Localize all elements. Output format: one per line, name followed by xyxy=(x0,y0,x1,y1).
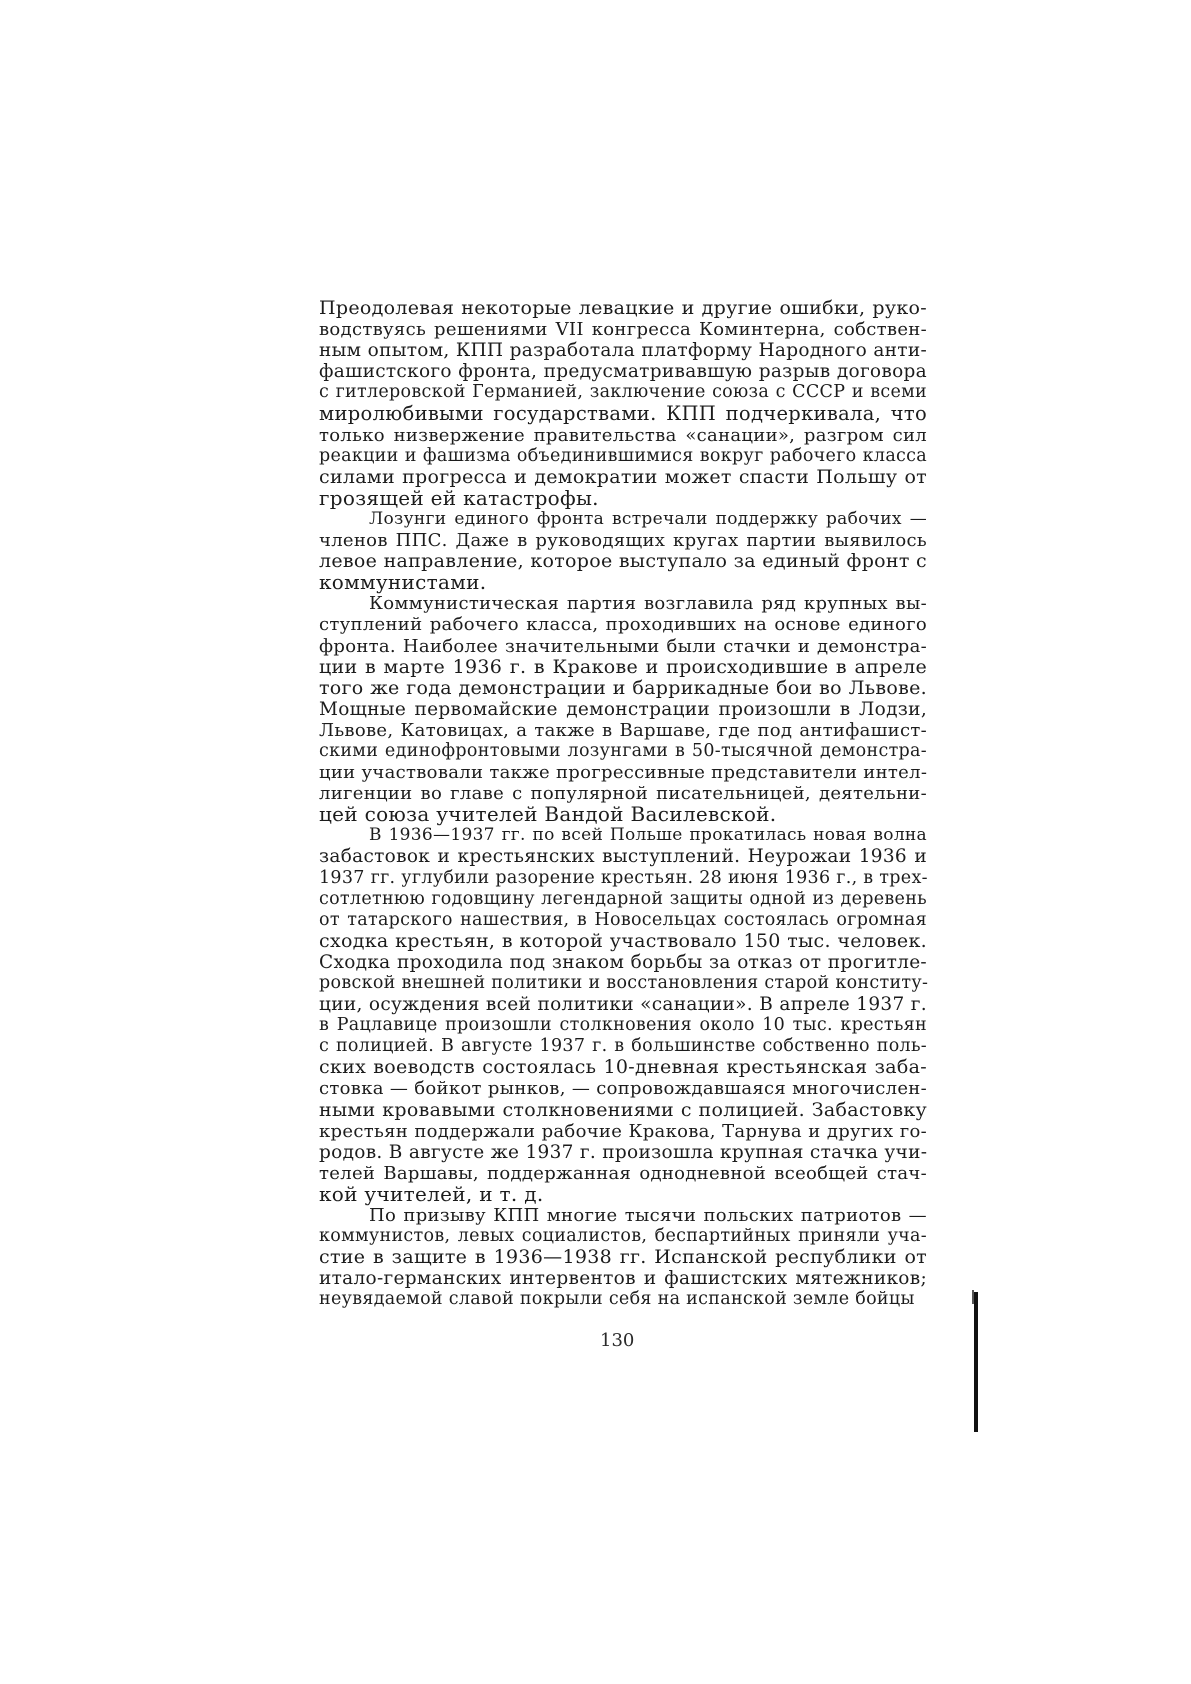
text-line: ровской внешней политики и восстановления старой конститу- xyxy=(319,973,929,993)
page-number: 130 xyxy=(600,1330,635,1351)
text-line: сотлетнюю годовщину легендарной защиты одной из деревень xyxy=(319,888,927,909)
text-line: ступлений рабочего класса, проходивших на основе единого xyxy=(319,614,927,636)
paragraph xyxy=(319,298,927,509)
text-line: коммунистов, левых социалистов, беспартийных приняли уча- xyxy=(319,1226,927,1247)
text-line: фронта. Наиболее значительными были стачки и демонстра- xyxy=(319,635,927,657)
text-line: ции, осуждения всей политики «санации». В апреле 1937 г. xyxy=(319,994,927,1016)
text-line: Львове, Катовицах, а также в Варшаве, где под антифашист- xyxy=(319,719,927,741)
text-line: реакции и фашизма объединившимися вокруг рабочего класса xyxy=(319,445,927,466)
text-line: Преодолевая некоторые левацкие и другие ошибки, руко- xyxy=(319,297,927,319)
text-line: того же года демонстрации и баррикадные бои во Львове. xyxy=(319,676,927,699)
text-line: В 1936—1937 гг. по всей Польше прокатилась новая волна xyxy=(369,825,927,846)
text-line: членов ППС. Даже в руководящих кругах партии выявилось xyxy=(319,530,927,552)
text-line: 1937 гг. углубили разорение крестьян. 28 июня 1936 г., в трех- xyxy=(319,867,928,888)
text-line: цей союза учителей Вандой Василевской. xyxy=(319,802,777,827)
text-line: Сходка проходила под знаком борьбы за отказ от прогитле- xyxy=(319,951,927,973)
text-line: от татарского нашествия, в Новосельцах состоялась огромная xyxy=(319,909,927,930)
text-line: ции в марте 1936 г. в Кракове и происходившие в апреле xyxy=(319,655,927,678)
paragraph xyxy=(319,825,927,1205)
paragraph xyxy=(319,593,927,825)
paragraph xyxy=(319,509,927,593)
text-line: стовка — бойкот рынков, — сопровождавшаяся многочислен- xyxy=(319,1078,927,1100)
paragraph xyxy=(319,1205,927,1310)
text-line: телей Варшавы, поддержанная однодневной всеобщей стач- xyxy=(319,1162,927,1184)
text-line: только низвержение правительства «санации», разгром сил xyxy=(319,424,927,446)
text-line: Коммунистическая партия возглавила ряд крупных вы- xyxy=(369,593,927,615)
text-line: водствуясь решениями VII конгресса Коминтерна, собствен- xyxy=(319,319,927,341)
text-line: грозящей ей катастрофы. xyxy=(319,485,599,510)
text-line: скими единофронтовыми лозунгами в 50-тысячной демонстра- xyxy=(319,740,927,761)
text-line: забастовок и крестьянских выступлений. Неурожаи 1936 и xyxy=(319,846,927,868)
text-line: сходка крестьян, в которой участвовало 150 тыс. человек. xyxy=(319,929,927,952)
text-line: ции участвовали также прогрессивные представители интел- xyxy=(319,762,928,784)
text-line: неувядаемой славой покрыли себя на испанской земле бойцы xyxy=(319,1289,915,1310)
text-line: кой учителей, и т. д. xyxy=(319,1181,544,1206)
text-line: фашистского фронта, предусматривавшую разрыв договора xyxy=(319,361,927,383)
text-line: левое направление, которое выступало за единый фронт с xyxy=(319,550,927,573)
text-line: в Рацлавице произошли столкновения около 10 тыс. крестьян xyxy=(319,1015,927,1036)
text-line: Лозунги единого фронта встречали поддержку рабочих — xyxy=(369,508,927,529)
text-line: ным опытом, КПП разработала платформу Народного анти- xyxy=(319,340,927,362)
text-line: силами прогресса и демократии может спасти Польшу от xyxy=(319,465,927,488)
text-line: миролюбивыми государствами. КПП подчеркивала, что xyxy=(319,402,927,426)
body-text xyxy=(319,298,927,1311)
margin-rule xyxy=(974,1292,978,1432)
text-line: Мощные первомайские демонстрации произошли в Лодзи, xyxy=(319,698,927,720)
text-line: лигенции во главе с популярной писательницей, деятельни- xyxy=(319,783,927,805)
text-line: итало-германских интервентов и фашистских мятежников; xyxy=(319,1268,927,1290)
text-line: стие в защите в 1936—1938 гг. Испанской республики от xyxy=(319,1246,927,1269)
text-line: ских воеводств состоялась 10-дневная крестьянская заба- xyxy=(319,1056,927,1079)
text-line: родов. В августе же 1937 г. произошла крупная стачка учи- xyxy=(319,1141,928,1163)
text-line: коммунистами. xyxy=(319,570,487,595)
text-line: ными кровавыми столкновениями с полицией. Забастовку xyxy=(319,1098,927,1121)
text-line: с гитлеровской Германией, заключение союза с СССР и всеми xyxy=(319,382,927,403)
text-line: По призыву КПП многие тысячи польских патриотов — xyxy=(369,1205,927,1227)
text-line: с полицией. В августе 1937 г. в большинстве собственно поль- xyxy=(319,1036,927,1057)
text-line: крестьян поддержали рабочие Кракова, Тарнува и других го- xyxy=(319,1120,927,1142)
